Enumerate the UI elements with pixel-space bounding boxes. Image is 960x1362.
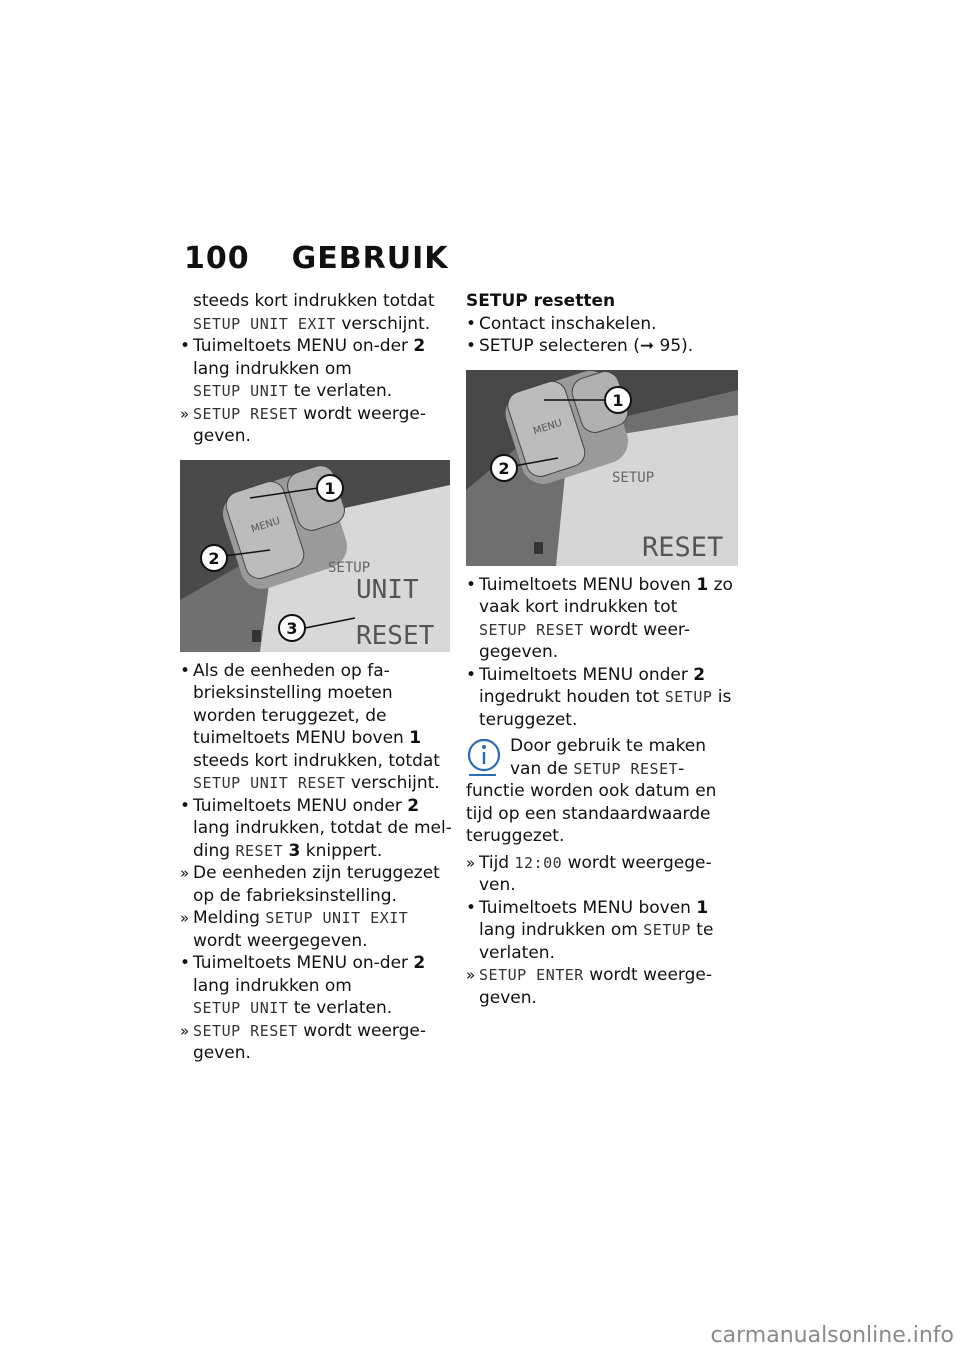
svg-text:3: 3 (286, 618, 298, 638)
watermark: carmanualsonline.info (710, 1323, 954, 1348)
svg-text:SETUP: SETUP (612, 469, 655, 486)
svg-text:1: 1 (612, 390, 624, 410)
svg-text:MENU: MENU (249, 515, 282, 535)
result-item: » SETUP RESET wordt weerge-geven. (180, 403, 455, 448)
result-item: » SETUP ENTER wordt weerge-geven. (466, 964, 741, 1009)
info-icon (466, 737, 502, 777)
svg-text:2: 2 (208, 548, 220, 568)
left-column (180, 290, 455, 1065)
svg-text:MENU: MENU (531, 417, 564, 437)
bullet-item: • Tuimeltoets MENU on-der 2 lang indrukken om SETUP UNIT te verlaten. (180, 335, 455, 403)
page-number: 100 (184, 241, 250, 276)
bullet-item: • Tuimeltoets MENU boven 1 lang indrukken om SETUP te verlaten. (466, 897, 741, 965)
bullet-item: • Contact inschakelen. (466, 313, 741, 336)
paragraph: steeds kort indrukken totdat SETUP UNIT EXIT verschijnt. (193, 291, 435, 334)
svg-text:RESET: RESET (642, 531, 724, 563)
section-title: GEBRUIK (291, 241, 449, 276)
result-item: » De eenheden zijn teruggezet op de fabrieksinstelling. (180, 862, 455, 907)
figure-handlebar-unit-reset (180, 460, 450, 652)
svg-text:SETUP: SETUP (328, 559, 371, 576)
svg-text:2: 2 (498, 458, 510, 478)
page-header (184, 241, 448, 276)
figure-handlebar-setup-reset (466, 370, 738, 566)
svg-text:UNIT: UNIT (356, 574, 419, 605)
bullet-item: • Tuimeltoets MENU onder 2 ingedrukt houden tot SETUP is teruggezet. (466, 664, 741, 732)
fuel-pump-icon (252, 630, 261, 642)
section-heading: SETUP resetten (466, 291, 616, 311)
right-column (466, 290, 741, 1009)
result-item: » Tijd 12:00 wordt weergege-ven. (466, 852, 741, 897)
bullet-item: • Tuimeltoets MENU on-der 2 lang indrukken om SETUP UNIT te verlaten. (180, 952, 455, 1020)
result-item: » Melding SETUP UNIT EXIT wordt weergegeven. (180, 907, 455, 952)
result-item: » SETUP RESET wordt weerge-geven. (180, 1020, 455, 1065)
bullet-item: • Als de eenheden op fa-brieksinstelling moeten worden teruggezet, de tuimeltoets MENU boven 1 steeds kort indrukken, totdat SETUP UNIT RESET verschijnt. (180, 660, 455, 795)
fuel-pump-icon (534, 542, 543, 554)
svg-text:1: 1 (324, 478, 336, 498)
svg-text:RESET: RESET (356, 620, 435, 651)
bullet-item: • Tuimeltoets MENU onder 2 lang indrukken, totdat de mel-ding RESET 3 knippert. (180, 795, 455, 863)
page-reference-arrow-icon: ➞ (639, 336, 655, 356)
info-note: Door gebruik te maken van de SETUP RESET-functie worden ook datum en tijd op een standaardwaarde teruggezet. (466, 736, 717, 846)
bullet-item: • Tuimeltoets MENU boven 1 zo vaak kort indrukken tot SETUP RESET wordt weer-gegeven. (466, 574, 741, 664)
bullet-item: • SETUP selecteren (➞ 95). (466, 335, 741, 358)
